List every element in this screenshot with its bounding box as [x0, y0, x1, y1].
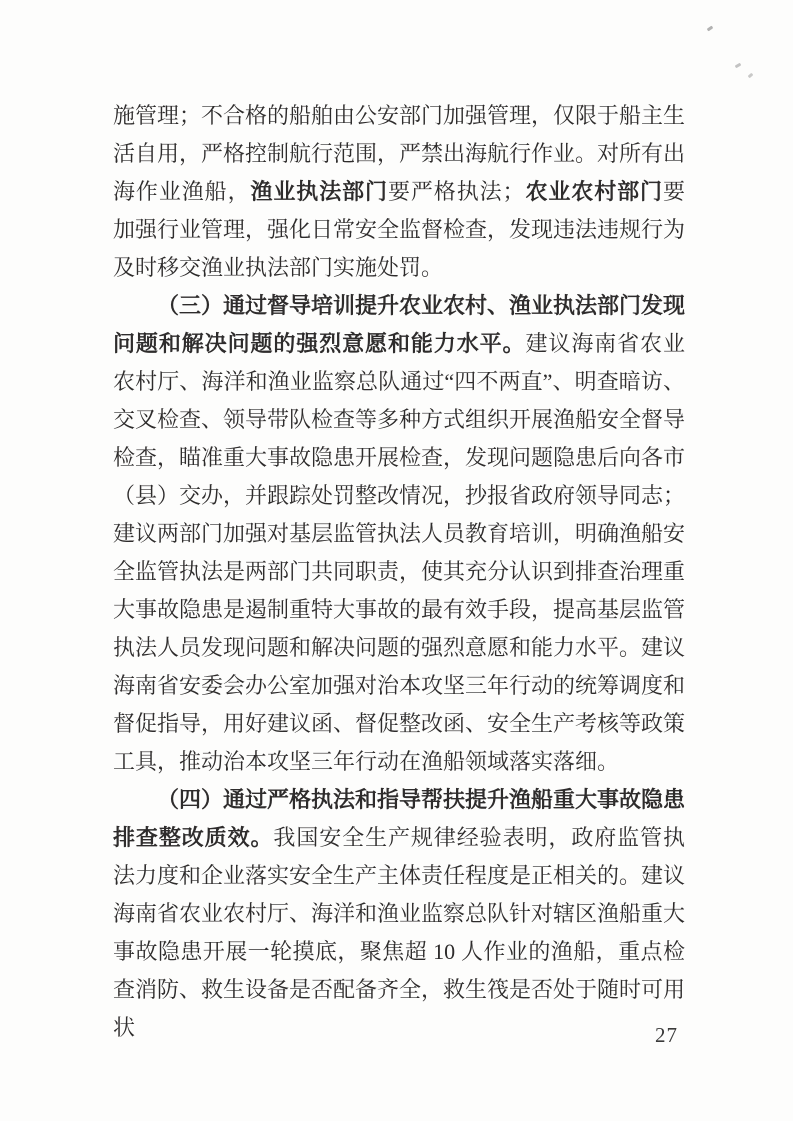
scan-artifact-speck: [748, 73, 754, 79]
document-body: [113, 97, 685, 1047]
text-run: 建议海南省农业农村厅、海洋和渔业监察总队通过“四不两直”、明查暗访、交叉检查、领导带队检查等多种方式组织开展渔船安全督导检查，瞄准重大事故隐患开展检查，发现问题隐患后向各市（县）交办，并跟踪处罚整改情况，抄报省政府领导同志；建议两部门加强对基层监管执法人员教育培训，明确渔船安全监管执法是两部门共同职责，使其充分认识到排查治理重大事故隐患是遏制重特大事故的最有效手段，提高基层监管执法人员发现问题和解决问题的强烈意愿和能力水平。建议海南省安委会办公室加强对治本攻坚三年行动的统筹调度和督促指导，用好建议函、督促整改函、安全生产考核等政策工具，推动治本攻坚三年行动在渔船领域落实落细。: [113, 331, 686, 774]
paragraph-continuation: [113, 97, 685, 287]
bold-text-run: 渔业执法部门: [250, 179, 388, 204]
bold-text-run: （四）通过严格执法和指导帮扶提升渔船重大事故隐患排查整改质效。: [113, 787, 686, 850]
scan-artifact-speck: [707, 26, 714, 32]
bold-text-run: 农业农村部门: [524, 179, 663, 204]
text-run: 要加强行业管理，强化日常安全监督检查，发现违法违规行为及时移交渔业执法部门实施处罚。: [113, 179, 686, 280]
paragraph-section-four: [113, 781, 685, 1047]
text-run: 我国安全生产规律经验表明，政府监管执法力度和企业落实安全生产主体责任程度是正相关的。建议海南省农业农村厅、海洋和渔业监察总队针对辖区渔船重大事故隐患开展一轮摸底，聚焦超 10 人作业的渔船，重点检查消防、救生设备是否配备齐全，救生筏是否处于随时可用状: [113, 825, 686, 1040]
text-run: 要严格执法；: [387, 179, 525, 204]
page-number: 27: [655, 1023, 678, 1047]
bold-text-run: （三）通过督导培训提升农业农村、渔业执法部门发现问题和解决问题的强烈意愿和能力水平。: [113, 293, 686, 356]
text-run: 施管理；不合格的船舶由公安部门加强管理，仅限于船主生活自用，严格控制航行范围，严禁出海航行作业。对所有出海作业渔船，: [113, 103, 686, 204]
scan-artifact-speck: [735, 63, 742, 69]
paragraph-section-three: [113, 287, 685, 781]
